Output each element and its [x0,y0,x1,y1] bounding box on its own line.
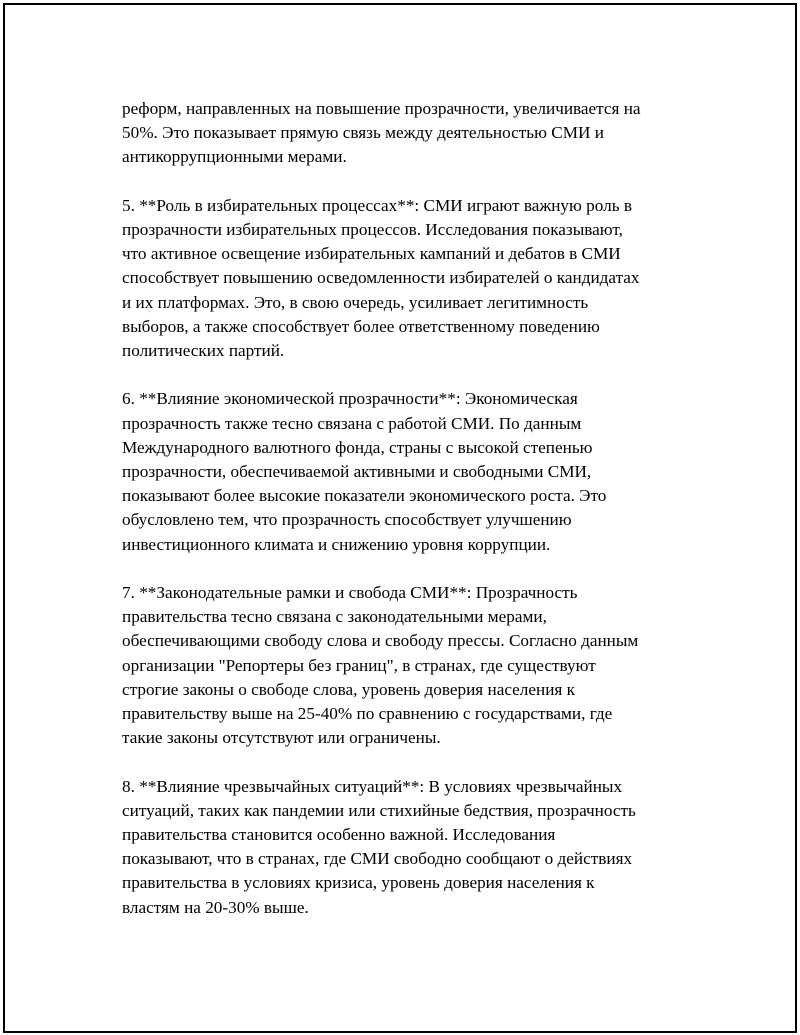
text-line: показывают более высокие показатели экономического роста. Это [122,486,607,506]
text-line: способствует повышению осведомленности избирателей о кандидатах [122,268,640,288]
paragraph-item-5 [122,194,682,363]
paragraph-continuation [122,97,682,170]
text-line: Международного валютного фонда, страны с высокой степенью [122,437,593,457]
text-line: показывают, что в странах, где СМИ свободно сообщают о действиях [122,849,633,869]
text-line: 7. **Законодательные рамки и свобода СМИ**: Прозрачность [122,583,578,603]
text-line: строгие законы о свободе слова, уровень доверия населения к [122,679,575,699]
text-line: 5. **Роль в избирательных процессах**: СМИ играют важную роль в [122,195,632,215]
text-line: выборов, а также способствует более ответственному поведению [122,316,600,336]
text-line: властям на 20-30% выше. [122,897,309,917]
text-line: обеспечивающими свободу слова и свободу прессы. Согласно данным [122,631,639,651]
text-line: реформ, направленных на повышение прозрачности, увеличивается на [122,99,641,118]
text-line: правительства становится особенно важной. Исследования [122,825,556,845]
text-line: и их платформах. Это, в свою очередь, усиливает легитимность [122,292,589,312]
text-line: прозрачность также тесно связана с работой СМИ. По данным [122,413,582,433]
text-line: 6. **Влияние экономической прозрачности**: Экономическая [122,389,578,409]
paragraph-item-6 [122,387,682,556]
paragraph-item-7 [122,581,682,750]
paragraph-item-8 [122,775,682,920]
text-line: антикоррупционными мерами. [122,147,347,167]
text-line: правительства тесно связана с законодательными мерами, [122,607,547,627]
text-line: правительства в условиях кризиса, уровень доверия населения к [122,873,595,893]
text-line: такие законы отсутствуют или ограничены. [122,728,441,748]
text-line: прозрачности избирательных процессов. Исследования показывают, [122,220,623,239]
text-line: политических партий. [122,341,285,361]
text-line: 50%. Это показывает прямую связь между деятельностью СМИ и [122,123,604,143]
text-line: правительству выше на 25-40% по сравнению с государствами, где [122,704,613,724]
text-line: что активное освещение избирательных кампаний и дебатов в СМИ [122,244,621,264]
text-line: инвестиционного климата и снижению уровня коррупции. [122,534,551,554]
text-line: прозрачности, обеспечиваемой активными и свободными СМИ, [122,462,592,482]
document-body [122,97,682,944]
text-line: 8. **Влияние чрезвычайных ситуаций**: В условиях чрезвычайных [122,776,623,796]
text-line: организации "Репортеры без границ", в странах, где существуют [122,655,596,675]
page-frame [3,3,797,1033]
text-line: обусловлено тем, что прозрачность способствует улучшению [122,510,572,530]
text-line: ситуаций, таких как пандемии или стихийные бедствия, прозрачность [122,800,636,820]
